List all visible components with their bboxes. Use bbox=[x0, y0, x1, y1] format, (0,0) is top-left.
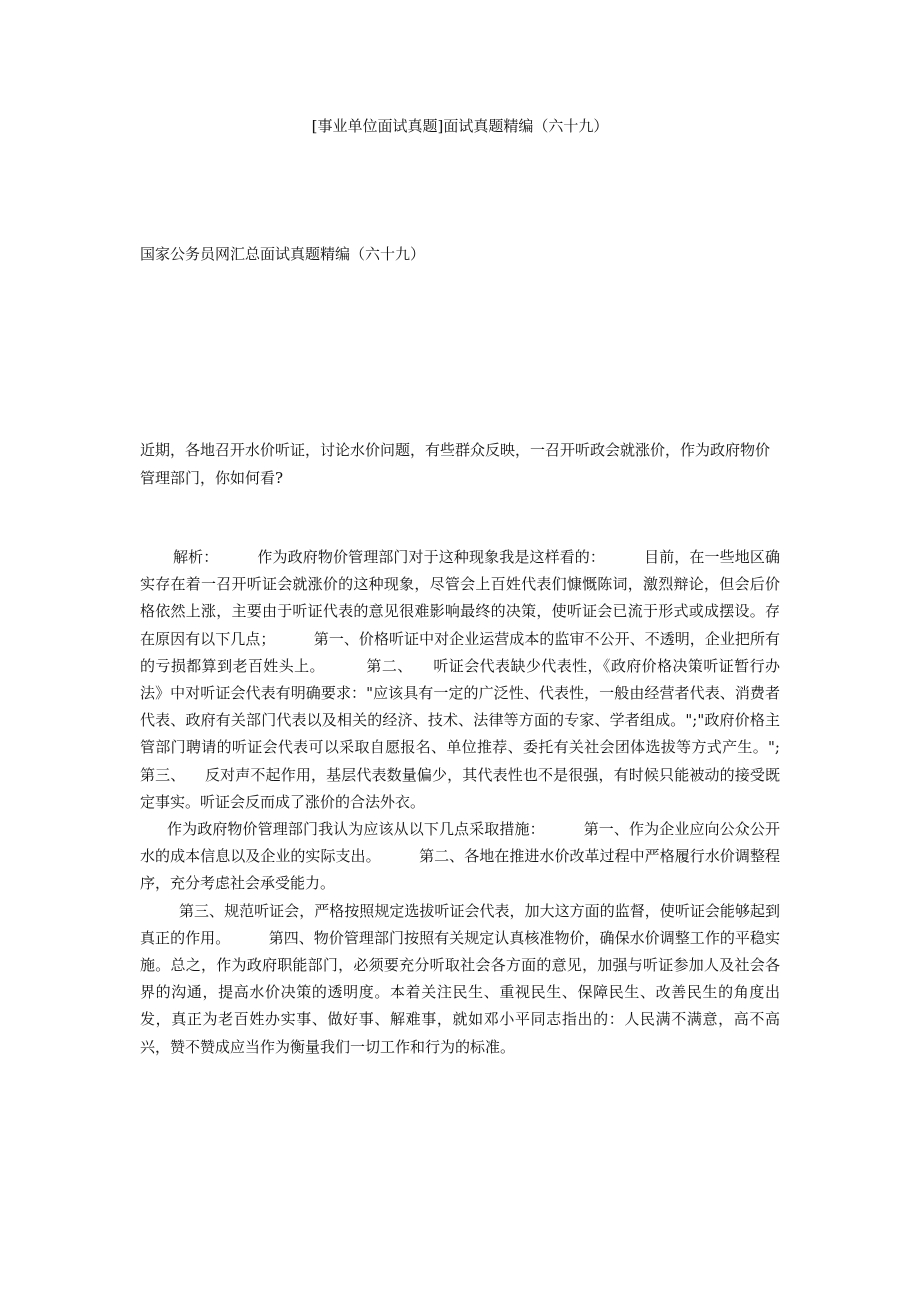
document-title: [事业单位面试真题]面试真题精编（六十九） bbox=[311, 117, 609, 135]
answer-paragraph-conclusion: 第三、规范听证会，严格按照规定选拔听证会代表，加大这方面的监督，使听证会能够起到真正的作用。 第四、物价管理部门按照有关规定认真核准物价，确保水价调整工作的平稳实施。总之，作为政府职能部门，必须要充分听取社会各方面的意见，加强与听证参加人及社会各界的沟通，提高水价决策的透明度。本着关注民生、重视民生、保障民生、改善民生的角度出发，真正为老百姓办实事、做好事、解难事，就如邓小平同志指出的：人民满不满意，高不高兴，赞不赞成应当作为衡量我们一切工作和行为的标准。 bbox=[140, 901, 780, 1056]
answer-body bbox=[140, 544, 819, 1061]
answer-paragraph-measures: 作为政府物价管理部门我认为应该从以下几点采取措施： 第一、作为企业应向公众公开水的成本信息以及企业的实际支出。 第二、各地在推进水价改革过程中严格履行水价调整程序，充分考虑社会承受能力。 bbox=[140, 820, 780, 893]
interview-question: 近期，各地召开水价听证，讨论水价问题，有些群众反映，一召开听政会就涨价，作为政府物价管理部门，你如何看? bbox=[140, 441, 771, 487]
document-subtitle: 国家公务员网汇总面试真题精编（六十九） bbox=[140, 245, 426, 263]
answer-paragraph-analysis: 解析： 作为政府物价管理部门对于这种现象我是这样看的： 目前，在一些地区确实存在着一召开听证会就涨价的这种现象，尽管会上百姓代表们慷慨陈词，激烈辩论，但会后价格依然上涨，主要由于听证代表的意见很难影响最终的决策，使听证会已流于形式或成摆设。存在原因有以下几点； 第一、价格听证中对企业运营成本的监审不公开、不透明，企业把所有的亏损都算到老百姓头上。 第二、 听证会代表缺少代表性，《政府价格决策听证暂行办法》中对听证会代表有明确要求："应该具有一定的广泛性、代表性，一般由经营者代表、消费者代表、政府有关部门代表以及相关的经济、技术、法律等方面的专家、学者组成。";"政府价格主管部门聘请的听证会代表可以采取自愿报名、单位推荐、委托有关社会团体选拔等方式产生。"; 第三、 反对声不起作用，基层代表数量偏少，其代表性也不是很强，有时候只能被动的接受既定事实。听证会反而成了涨价的合法外衣。 bbox=[140, 548, 819, 811]
